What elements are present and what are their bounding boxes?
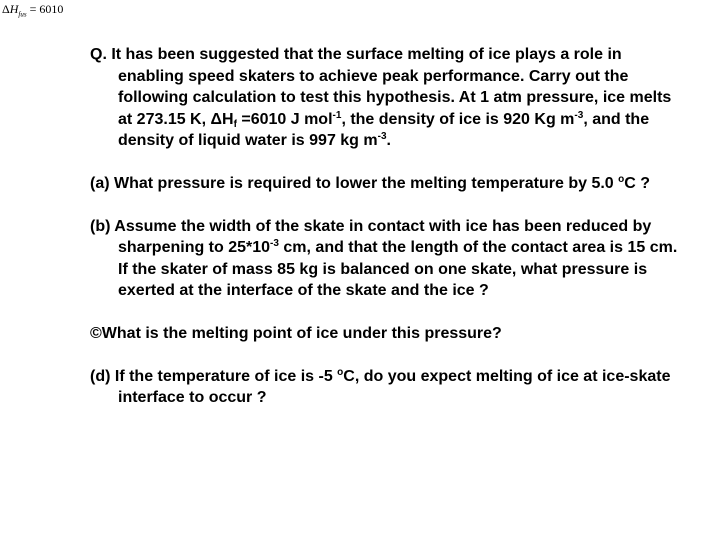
question-intro bbox=[90, 44, 680, 152]
delta-h-value: =6010 J mol bbox=[236, 110, 333, 128]
delta-symbol: Δ bbox=[2, 2, 10, 16]
part-b-rest: cm, and that the length of the contact area is 15 cm. If the skater of mass 85 kg is balanced on one skate, what pressure is exerted at the interface of the skate and the ice ? bbox=[118, 239, 678, 300]
enthalpy-subscript: fus bbox=[18, 10, 27, 19]
part-b bbox=[90, 216, 680, 302]
part-d bbox=[90, 366, 680, 409]
part-a-end: C ? bbox=[624, 174, 651, 192]
delta-h: ΔH bbox=[210, 110, 234, 128]
ice-density-text: , the density of ice is 920 Kg m bbox=[341, 110, 575, 128]
delta-h-exp: -1 bbox=[332, 109, 342, 121]
enthalpy-variable: H bbox=[9, 2, 19, 16]
part-c bbox=[90, 323, 680, 345]
part-a-text: (a) What pressure is required to lower the melting temperature by 5.0 bbox=[90, 174, 619, 192]
enthalpy-equation bbox=[2, 2, 63, 18]
part-d-rest: C, do you expect melting of ice at ice-skate interface to occur ? bbox=[118, 367, 671, 407]
ice-density-exp: -3 bbox=[574, 109, 584, 121]
part-d-degree: o bbox=[337, 366, 344, 378]
delta-h-sub: f bbox=[233, 118, 237, 130]
intro-end: . bbox=[386, 132, 391, 150]
part-c-text: ©What is the melting point of ice under this pressure? bbox=[90, 324, 502, 342]
part-a bbox=[90, 173, 680, 195]
water-density-exp: -3 bbox=[377, 131, 387, 143]
enthalpy-value: = 6010 bbox=[26, 2, 64, 16]
part-b-text: (b) Assume the width of the skate in contact with ice has been reduced by sharpening to 25*10 bbox=[90, 217, 652, 257]
intro-text: Q. It has been suggested that the surface melting of ice plays a role in enabling speed skaters to achieve peak performance. Carry out the following calculation to test this hypothesis. At 1 atm pressure, ice melts at 273.15 K, bbox=[90, 46, 672, 128]
water-density-text: , and the density of liquid water is 997 kg m bbox=[118, 110, 650, 150]
question-content bbox=[90, 44, 680, 430]
part-d-text: (d) If the temperature of ice is -5 bbox=[90, 367, 338, 385]
part-a-degree: o bbox=[618, 173, 625, 185]
part-b-exp: -3 bbox=[270, 238, 279, 250]
